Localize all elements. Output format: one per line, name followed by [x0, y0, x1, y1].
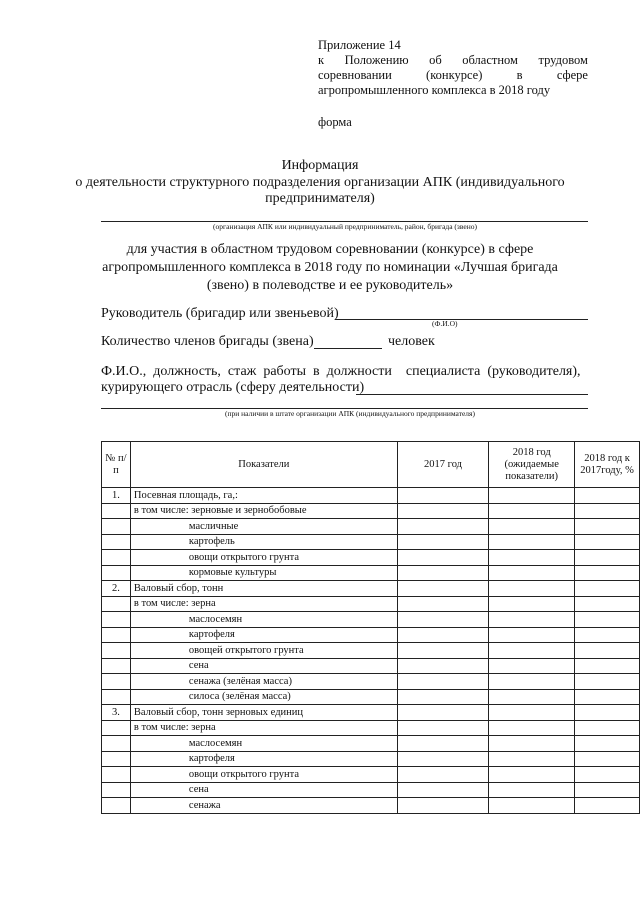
table-row: [102, 736, 640, 752]
document-subtitle-2: предпринимателя): [265, 191, 375, 206]
value-2018-cell[interactable]: [489, 488, 575, 504]
row-indicator: в том числе: зерна: [130, 596, 397, 612]
value-percent-cell[interactable]: [575, 782, 640, 798]
value-2018-cell[interactable]: [489, 612, 575, 628]
value-percent-cell[interactable]: [575, 705, 640, 721]
row-number: [102, 503, 131, 519]
value-2017-cell[interactable]: [397, 503, 489, 519]
table-row: [102, 643, 640, 659]
value-2018-cell[interactable]: [489, 658, 575, 674]
value-percent-cell[interactable]: [575, 596, 640, 612]
value-percent-cell[interactable]: [575, 798, 640, 814]
row-number: [102, 596, 131, 612]
value-2018-cell[interactable]: [489, 627, 575, 643]
value-percent-cell[interactable]: [575, 643, 640, 659]
row-number: [102, 519, 131, 535]
value-percent-cell[interactable]: [575, 736, 640, 752]
row-indicator: Валовый сбор, тонн: [130, 581, 397, 597]
specialist-caption: (при наличии в штате организации АПК (индивидуального предпринимателя): [225, 409, 475, 418]
purpose-line-3: (звено) в полеводстве и ее руководитель»: [206, 278, 454, 293]
header-2018-line: 2018 год: [512, 446, 551, 458]
document-title: Информация: [281, 158, 359, 173]
appendix-word: Положению: [344, 53, 409, 67]
value-2017-cell[interactable]: [397, 550, 489, 566]
value-2018-cell[interactable]: [489, 550, 575, 566]
header-percent-line: 2018 год к: [584, 452, 630, 464]
row-number: [102, 767, 131, 783]
value-2018-cell[interactable]: [489, 736, 575, 752]
table-row: [102, 767, 640, 783]
specialist-input-line[interactable]: [356, 394, 588, 395]
row-indicator: в том числе: зерновые и зернобобовые: [130, 503, 397, 519]
table-row: [102, 612, 640, 628]
value-2018-cell[interactable]: [489, 503, 575, 519]
appendix-word: трудовом: [538, 53, 588, 67]
value-2018-cell[interactable]: [489, 519, 575, 535]
document-subtitle-1: о деятельности структурного подразделения организации АПК (индивидуального: [75, 175, 565, 190]
value-2017-cell[interactable]: [397, 782, 489, 798]
table-row: [102, 720, 640, 736]
row-number: [102, 627, 131, 643]
appendix-line-1: [318, 53, 588, 68]
value-2018-cell[interactable]: [489, 767, 575, 783]
value-2017-cell[interactable]: [397, 751, 489, 767]
value-2018-cell[interactable]: [489, 674, 575, 690]
row-indicator: маслосемян: [130, 612, 397, 628]
value-percent-cell[interactable]: [575, 581, 640, 597]
row-indicator: Валовый сбор, тонн зерновых единиц: [130, 705, 397, 721]
table-row: [102, 627, 640, 643]
table-row: [102, 596, 640, 612]
organization-caption: (организация АПК или индивидуальный предприниматель, район, бригада (звено): [213, 222, 477, 231]
value-2017-cell[interactable]: [397, 767, 489, 783]
row-number: [102, 689, 131, 705]
table-body: [102, 488, 640, 814]
value-2018-cell[interactable]: [489, 565, 575, 581]
table-row: [102, 550, 640, 566]
leader-caption: (Ф.И.О): [432, 319, 458, 328]
value-percent-cell[interactable]: [575, 627, 640, 643]
appendix-word: об: [429, 53, 442, 67]
value-2017-cell[interactable]: [397, 565, 489, 581]
value-2017-cell[interactable]: [397, 643, 489, 659]
row-indicator: картофеля: [130, 751, 397, 767]
value-percent-cell[interactable]: [575, 612, 640, 628]
row-number: [102, 550, 131, 566]
value-2017-cell[interactable]: [397, 612, 489, 628]
appendix-word: соревновании: [318, 68, 392, 82]
value-2017-cell[interactable]: [397, 596, 489, 612]
value-2017-cell[interactable]: [397, 534, 489, 550]
table-row: [102, 782, 640, 798]
value-2018-cell[interactable]: [489, 596, 575, 612]
row-indicator: овощи открытого грунта: [130, 550, 397, 566]
value-percent-cell[interactable]: [575, 720, 640, 736]
header-2018-line: (ожидаемые: [504, 458, 559, 470]
value-2018-cell[interactable]: [489, 643, 575, 659]
value-percent-cell[interactable]: [575, 751, 640, 767]
row-number: 2.: [102, 581, 131, 597]
row-number: [102, 534, 131, 550]
value-percent-cell[interactable]: [575, 550, 640, 566]
members-input-line[interactable]: [314, 348, 382, 349]
value-2017-cell[interactable]: [397, 798, 489, 814]
value-percent-cell[interactable]: [575, 658, 640, 674]
value-percent-cell[interactable]: [575, 488, 640, 504]
header-num: № п/п: [102, 442, 131, 488]
header-indicator: Показатели: [130, 442, 397, 488]
appendix-word: в: [516, 68, 523, 82]
purpose-line-1: для участия в областном трудовом соревновании (конкурсе) в сфере: [126, 242, 534, 257]
form-label: форма: [318, 115, 352, 129]
row-number: [102, 798, 131, 814]
value-2017-cell[interactable]: [397, 519, 489, 535]
table-row: [102, 674, 640, 690]
row-indicator: силоса (зелёная масса): [130, 689, 397, 705]
row-number: 3.: [102, 705, 131, 721]
value-2018-cell[interactable]: [489, 782, 575, 798]
row-number: [102, 643, 131, 659]
table-row: [102, 565, 640, 581]
row-indicator: картофеля: [130, 627, 397, 643]
value-2017-cell[interactable]: [397, 627, 489, 643]
table-row: [102, 581, 640, 597]
appendix-word: областном: [462, 53, 518, 67]
specialist-label-1: Ф.И.О., должность, стаж работы в должности специалиста (руководителя),: [101, 364, 581, 379]
row-indicator: в том числе: зерна: [130, 720, 397, 736]
value-2017-cell[interactable]: [397, 488, 489, 504]
indicators-table: [101, 441, 640, 814]
table-row: [102, 658, 640, 674]
value-percent-cell[interactable]: [575, 534, 640, 550]
row-indicator: Посевная площадь, га,:: [130, 488, 397, 504]
row-indicator: кормовые культуры: [130, 565, 397, 581]
table-row: [102, 519, 640, 535]
value-2018-cell[interactable]: [489, 751, 575, 767]
header-percent-line: 2017году, %: [580, 464, 634, 476]
value-2017-cell[interactable]: [397, 581, 489, 597]
table-row: [102, 798, 640, 814]
leader-input-line[interactable]: [335, 319, 588, 320]
row-number: 1.: [102, 488, 131, 504]
value-2017-cell[interactable]: [397, 674, 489, 690]
members-label: Количество членов бригады (звена): [101, 334, 314, 349]
purpose-text: [70, 241, 590, 295]
header-percent: [575, 442, 640, 488]
row-indicator: масличные: [130, 519, 397, 535]
value-2018-cell[interactable]: [489, 534, 575, 550]
table-row: [102, 751, 640, 767]
value-percent-cell[interactable]: [575, 767, 640, 783]
leader-label: Руководитель (бригадир или звеньевой): [101, 306, 339, 321]
header-2017: 2017 год: [397, 442, 489, 488]
row-indicator: сена: [130, 658, 397, 674]
row-number: [102, 565, 131, 581]
purpose-line-2: агропромышленного комплекса в 2018 году по номинации «Лучшая бригада: [102, 260, 558, 275]
value-percent-cell[interactable]: [575, 503, 640, 519]
table-row: [102, 689, 640, 705]
specialist-label-2: курирующего отрасль (сферу деятельности): [101, 380, 365, 395]
row-number: [102, 720, 131, 736]
row-number: [102, 751, 131, 767]
appendix-word: сфере: [556, 68, 588, 82]
row-indicator: картофель: [130, 534, 397, 550]
header-2018-line: показатели): [505, 470, 558, 482]
value-percent-cell[interactable]: [575, 689, 640, 705]
value-percent-cell[interactable]: [575, 519, 640, 535]
row-indicator: овощи открытого грунта: [130, 767, 397, 783]
value-2017-cell[interactable]: [397, 689, 489, 705]
row-number: [102, 658, 131, 674]
value-2018-cell[interactable]: [489, 581, 575, 597]
value-2018-cell[interactable]: [489, 720, 575, 736]
value-percent-cell[interactable]: [575, 674, 640, 690]
table-row: [102, 534, 640, 550]
appendix-line-2: [318, 68, 588, 83]
row-number: [102, 736, 131, 752]
table-header-row: [102, 442, 640, 488]
row-number: [102, 612, 131, 628]
appendix-word: к: [318, 53, 325, 67]
row-indicator: маслосемян: [130, 736, 397, 752]
value-2017-cell[interactable]: [397, 736, 489, 752]
table-row: [102, 503, 640, 519]
appendix-word: (конкурсе): [426, 68, 483, 82]
row-indicator: сена: [130, 782, 397, 798]
row-indicator: овощей открытого грунта: [130, 643, 397, 659]
value-2017-cell[interactable]: [397, 658, 489, 674]
value-2018-cell[interactable]: [489, 705, 575, 721]
table-row: [102, 705, 640, 721]
header-2018: [489, 442, 575, 488]
row-number: [102, 674, 131, 690]
appendix-line-3: агропромышленного комплекса в 2018 году: [318, 83, 551, 97]
row-indicator: сенажа (зелёная масса): [130, 674, 397, 690]
table-row: [102, 488, 640, 504]
members-unit: человек: [388, 334, 435, 349]
row-number: [102, 782, 131, 798]
value-2018-cell[interactable]: [489, 798, 575, 814]
appendix-title: Приложение 14: [318, 38, 401, 52]
value-2018-cell[interactable]: [489, 689, 575, 705]
value-percent-cell[interactable]: [575, 565, 640, 581]
value-2017-cell[interactable]: [397, 720, 489, 736]
value-2017-cell[interactable]: [397, 705, 489, 721]
row-indicator: сенажа: [130, 798, 397, 814]
